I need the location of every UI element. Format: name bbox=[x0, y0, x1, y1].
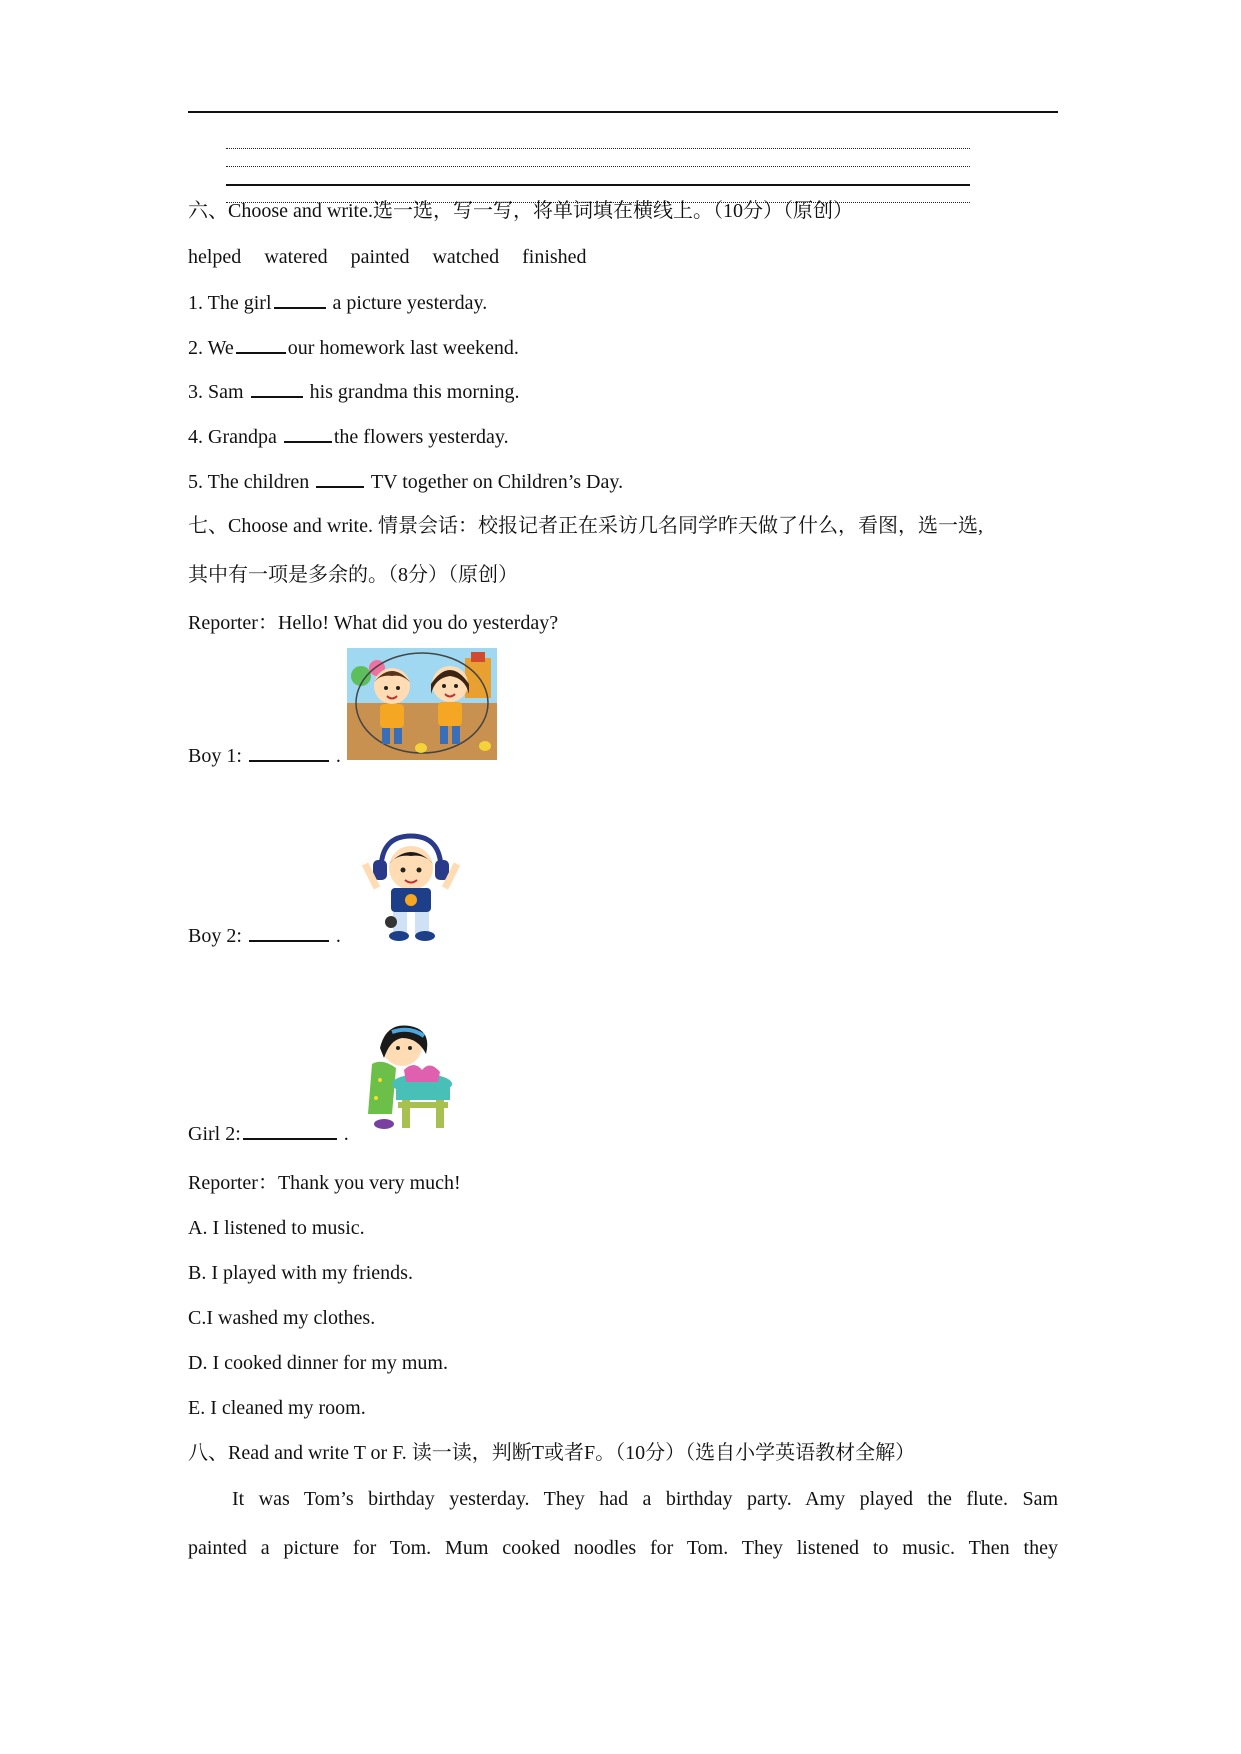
reading-passage-line: painted a picture for Tom. Mum cooked noodles for Tom. They listened to music. Then they bbox=[188, 1537, 1058, 1559]
question-text: 1. The girl bbox=[188, 292, 272, 314]
word-bank-item: watched bbox=[432, 246, 500, 268]
option-d: D. I cooked dinner for my mum. bbox=[188, 1352, 448, 1374]
question-text: our homework last weekend. bbox=[287, 337, 519, 359]
dotted-writing-line bbox=[226, 148, 970, 149]
answer-blank[interactable] bbox=[284, 423, 332, 443]
section7-title: 七、Choose and write. 情景会话：校报记者正在采访几名同学昨天做了什么，看图，选一选, bbox=[188, 515, 983, 537]
girl2-line bbox=[188, 1120, 349, 1147]
period: . bbox=[330, 745, 341, 767]
question-text: TV together on Children’s Day. bbox=[366, 471, 624, 493]
option-e: E. I cleaned my room. bbox=[188, 1397, 366, 1419]
answer-blank[interactable] bbox=[316, 468, 364, 488]
question-3 bbox=[188, 378, 520, 405]
section8-title: 八、Read and write T or F. 读一读，判断T或者F。（10分）（选自小学英语教材全解） bbox=[188, 1442, 916, 1464]
kids-jumping-rope-illustration bbox=[347, 648, 497, 760]
word-bank-item: finished bbox=[522, 246, 587, 268]
question-2 bbox=[188, 334, 519, 361]
option-a: A. I listened to music. bbox=[188, 1217, 365, 1239]
boy1-line bbox=[188, 742, 341, 769]
speaker-label: Girl 2: bbox=[188, 1123, 241, 1145]
word-bank-item: watered bbox=[264, 246, 328, 268]
top-divider bbox=[188, 111, 1058, 113]
answer-blank[interactable] bbox=[243, 1120, 337, 1140]
speaker-label: Boy 2: bbox=[188, 925, 247, 947]
word-bank-item: helped bbox=[188, 246, 242, 268]
answer-blank[interactable] bbox=[236, 334, 286, 354]
boy-with-headphones-illustration bbox=[355, 830, 467, 942]
girl-washing-clothes-illustration bbox=[352, 1018, 464, 1136]
question-text: a picture yesterday. bbox=[327, 292, 488, 314]
reporter-thanks: Reporter：Thank you very much! bbox=[188, 1172, 461, 1194]
section7-title-cont: 其中有一项是多余的。（8分）（原创） bbox=[188, 564, 518, 586]
question-text: his grandma this morning. bbox=[304, 381, 520, 403]
reading-passage-line: It was Tom’s birthday yesterday. They had a birthday party. Amy played the flute. Sam bbox=[232, 1488, 1058, 1510]
period: . bbox=[330, 925, 341, 947]
option-c: C.I washed my clothes. bbox=[188, 1307, 376, 1329]
answer-blank[interactable] bbox=[249, 742, 329, 762]
answer-blank[interactable] bbox=[249, 922, 329, 942]
dotted-writing-line bbox=[226, 166, 970, 167]
speaker-label: Boy 1: bbox=[188, 745, 247, 767]
question-text: 4. Grandpa bbox=[188, 426, 282, 448]
question-5 bbox=[188, 468, 623, 495]
solid-writing-line bbox=[226, 184, 970, 186]
question-4 bbox=[188, 423, 509, 450]
question-1 bbox=[188, 289, 487, 316]
boy2-line bbox=[188, 922, 341, 949]
section6-title: 六、Choose and write.选一选，写一写，将单词填在横线上。（10分）（原创） bbox=[188, 200, 853, 222]
period: . bbox=[338, 1123, 349, 1145]
question-text: 3. Sam bbox=[188, 381, 249, 403]
question-text: 2. We bbox=[188, 337, 234, 359]
option-b: B. I played with my friends. bbox=[188, 1262, 413, 1284]
word-bank-item: painted bbox=[350, 246, 410, 268]
answer-blank[interactable] bbox=[251, 378, 303, 398]
question-text: 5. The children bbox=[188, 471, 315, 493]
answer-blank[interactable] bbox=[274, 289, 326, 309]
question-text: the flowers yesterday. bbox=[333, 426, 509, 448]
word-bank bbox=[188, 244, 605, 270]
reporter-question: Reporter：Hello! What did you do yesterday? bbox=[188, 612, 559, 634]
